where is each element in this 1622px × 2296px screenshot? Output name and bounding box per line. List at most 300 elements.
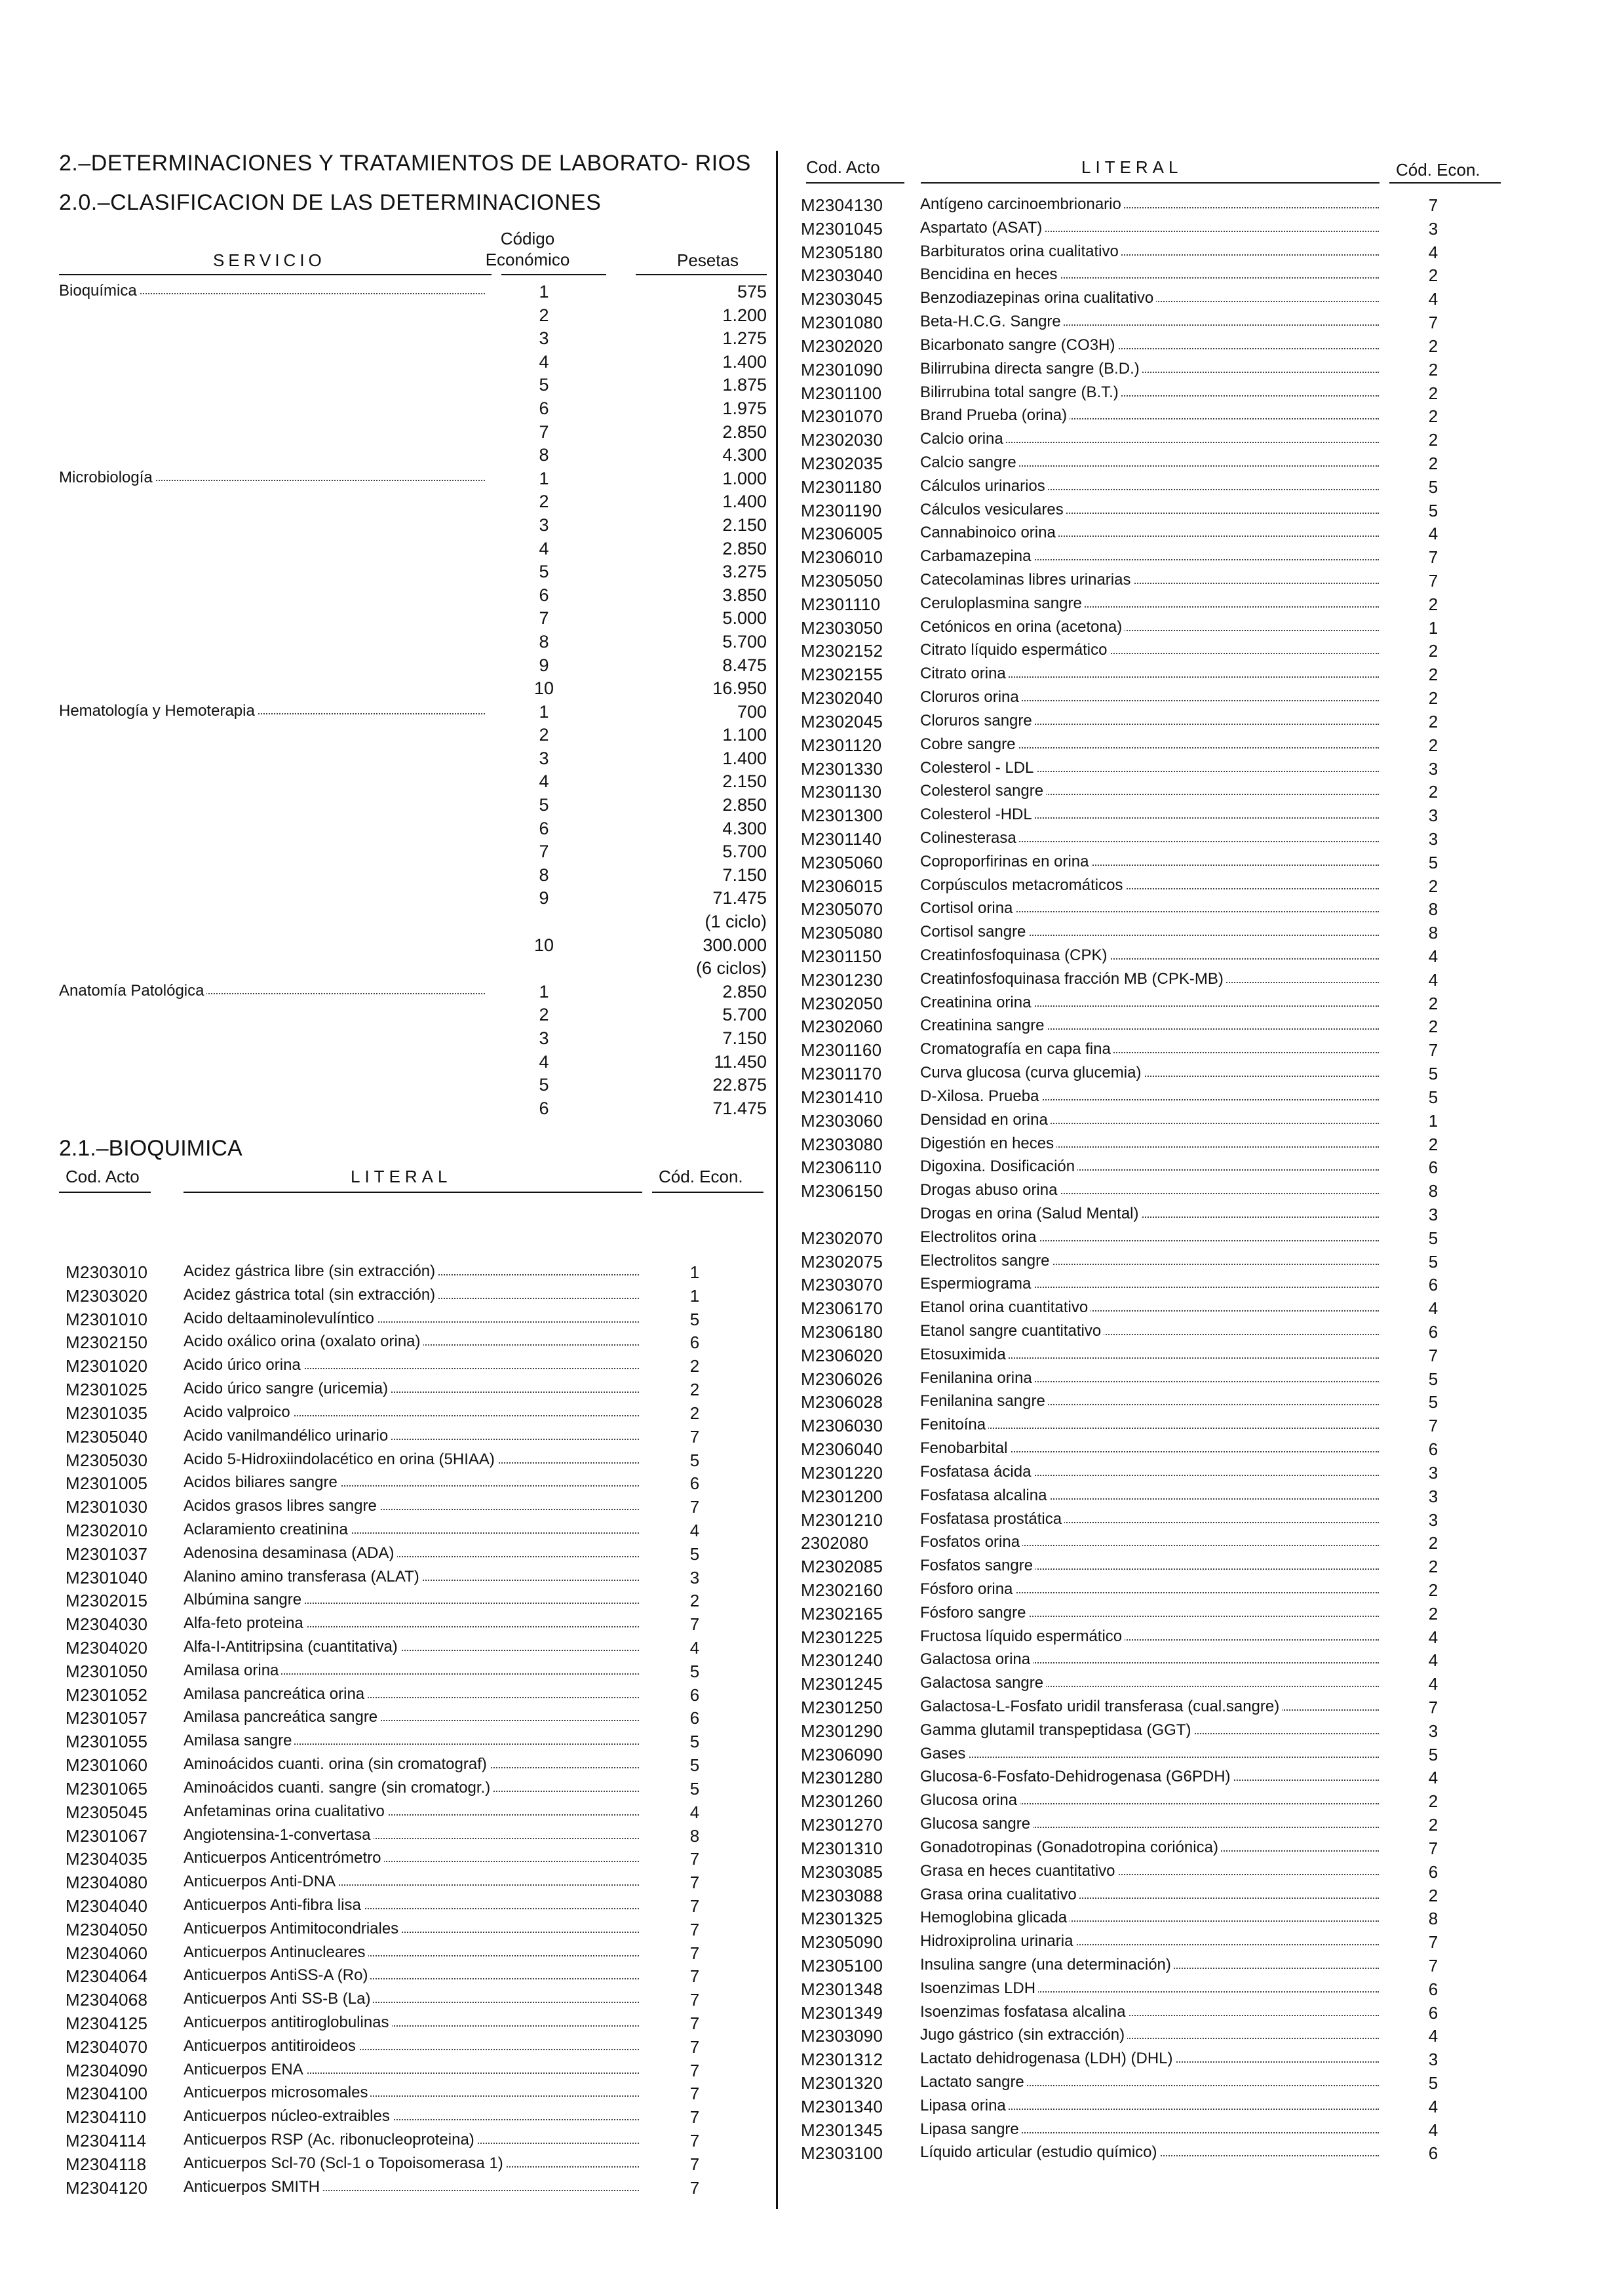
table-row [801,759,1509,783]
table-row [801,1580,1509,1604]
table-row [66,1427,721,1450]
service-row [59,538,767,562]
service-name-text: Bioquímica [59,282,140,300]
service-pesetas: 4.300 [722,818,767,838]
literal [920,1087,1379,1106]
cod-acto: M2303010 [66,1262,148,1282]
bioquimica-table-left [66,1262,721,2202]
literal-text: Anticuerpos Antinucleares [183,1943,368,1961]
cod-acto: M2306090 [801,1744,883,1764]
cod-acto: M2305050 [801,571,883,591]
literal [183,1662,639,1680]
literal-text: Hidroxiprolina urinaria [920,1932,1075,1950]
table-row [801,1017,1509,1040]
literal [920,1346,1379,1364]
cod-acto: M2304060 [66,1943,148,1963]
literal-text: Acidez gástrica total (sin extracción) [183,1286,438,1304]
header-codigo-line1: Código [500,229,555,248]
literal [920,2003,1379,2021]
literal-text: Drogas en orina (Salud Mental) [920,1205,1142,1222]
literal-text: Acido 5-Hidroxiindolacético en orina (5HIAA) [183,1450,497,1468]
cod-econ: 7 [689,2154,700,2174]
service-name-text: Anatomía Patológica [59,982,206,1000]
cod-econ: 8 [1428,1909,1439,1929]
literal [920,1205,1379,1223]
cod-acto: M2301325 [801,1909,883,1929]
service-pesetas: 2.150 [722,771,767,792]
service-pesetas: 1.400 [722,748,767,768]
table-row [801,735,1509,759]
cod-econ: 7 [689,2014,700,2033]
table-row [801,1252,1509,1275]
cod-acto: M2301045 [801,218,883,239]
cod-econ: 5 [1428,477,1439,497]
header-cod-econ: Cód. Econ. [1396,160,1480,180]
cod-acto: M2302020 [801,336,883,356]
literal-text: Anticuerpos RSP (Ac. ribonucleoproteina) [183,2131,477,2149]
cod-acto: M2305100 [801,1955,883,1975]
literal [920,1298,1379,1317]
service-row [59,445,767,469]
cod-acto: M2305060 [801,852,883,872]
literal [920,946,1379,965]
service-row [59,1098,767,1122]
service-pesetas: 5.000 [722,608,767,629]
table-row [801,571,1509,594]
header-rule [652,1192,763,1193]
table-row [801,1557,1509,1580]
cod-econ: 3 [1428,806,1439,826]
table-row [801,970,1509,994]
service-code: 5 [539,375,549,395]
table-row [801,1111,1509,1135]
literal-text: Bicarbonato sangre (CO3H) [920,336,1117,354]
service-pesetas: 700 [737,701,767,722]
cod-acto: M2301348 [801,1979,883,1999]
cod-econ: 2 [1428,1885,1439,1905]
cod-econ: 4 [1428,289,1439,309]
literal-text: Colesterol - LDL [920,759,1036,777]
cod-acto: M2303090 [801,2026,883,2046]
table-row [801,665,1509,688]
cod-econ: 6 [1428,1158,1439,1178]
table-row [801,2026,1509,2050]
cod-acto: M2305090 [801,1932,883,1953]
literal-text: Cobre sangre [920,735,1018,753]
literal [920,712,1379,730]
service-row [59,351,767,376]
literal [183,1286,639,1304]
literal-text: Corpúsculos metacromáticos [920,876,1125,894]
literal-text: Fosfatasa prostática [920,1510,1064,1528]
cod-econ: 4 [689,1520,700,1540]
table-row [801,1650,1509,1674]
cod-acto: M2304100 [66,2084,148,2104]
table-row [801,2073,1509,2097]
cod-econ: 2 [1428,265,1439,286]
literal [183,1708,639,1726]
cod-econ: 2 [1428,782,1439,802]
service-code: 9 [539,888,549,908]
literal-text: Ceruloplasmina sangre [920,594,1085,612]
literal-text: Fenilanina sangre [920,1392,1048,1410]
cod-econ: 5 [689,1450,700,1470]
cod-acto: M2303088 [801,1885,883,1905]
cod-econ: 6 [1428,1979,1439,1999]
cod-acto: M2303080 [801,1134,883,1154]
cod-econ: 4 [1428,946,1439,966]
table-row [801,1275,1509,1298]
cod-acto: M2301225 [801,1627,883,1647]
table-row [801,1205,1509,1228]
table-row [801,360,1509,383]
literal-text: Fosfatasa alcalina [920,1487,1049,1504]
literal-text: Lactato sangre [920,2073,1027,2091]
service-row [59,655,767,679]
literal-text: Drogas abuso orina [920,1181,1060,1199]
table-row [801,1346,1509,1369]
literal [183,1356,639,1374]
cod-econ: 7 [689,2036,700,2057]
cod-acto: M2304125 [66,2014,148,2033]
literal-text: Curva glucosa (curva glucemia) [920,1064,1144,1081]
table-row [801,243,1509,266]
cod-econ: 8 [1428,923,1439,943]
cod-econ: 4 [1428,524,1439,544]
cod-acto: M2301340 [801,2096,883,2116]
service-name-text: Microbiología [59,469,155,486]
literal [920,1439,1379,1458]
literal-text: Amilasa sangre [183,1732,294,1749]
cod-acto: M2305040 [66,1426,148,1447]
literal-text: Anticuerpos Anti-DNA [183,1873,338,1890]
cod-econ: 2 [1428,1134,1439,1154]
cod-econ: 7 [689,1873,700,1893]
service-code: 7 [539,608,549,629]
table-row [801,1392,1509,1416]
cod-acto: M2301220 [801,1462,883,1483]
table-row [66,2061,721,2084]
table-row [66,1450,721,1474]
service-code: 6 [539,585,549,605]
service-pesetas: 575 [737,282,767,302]
table-row [66,2084,721,2107]
service-row [59,865,767,889]
cod-acto: M2304130 [801,195,883,215]
service-pesetas: 11.450 [714,1051,767,1072]
cod-acto: M2305070 [801,899,883,920]
literal-text: Anticuerpos Anticentrómetro [183,1849,384,1867]
table-row [801,2050,1509,2073]
cod-acto: M2301070 [801,406,883,427]
service-code: 1 [539,282,549,302]
literal-text: Bilirrubina directa sangre (B.D.) [920,360,1142,378]
cod-econ: 4 [1428,1650,1439,1671]
header-rule [921,182,1380,184]
service-row [59,515,767,539]
service-code: 8 [539,631,549,652]
table-row [801,712,1509,735]
cod-econ: 7 [1428,547,1439,568]
cod-acto: M2301035 [66,1403,148,1423]
cod-acto: M2302152 [801,641,883,661]
cod-acto: M2305180 [801,242,883,262]
literal [920,923,1379,941]
literal-text: Bencidina en heces [920,265,1060,283]
literal [183,1450,639,1469]
literal [183,1568,639,1586]
literal-text: Acido oxálico orina (oxalato orina) [183,1333,423,1350]
cod-econ: 7 [1428,1955,1439,1975]
table-row [801,1745,1509,1768]
cod-econ: 6 [689,1473,700,1494]
literal-text: Acido úrico orina [183,1356,303,1374]
service-name [59,982,485,1000]
service-row [59,608,767,632]
literal-text: Lipasa orina [920,2097,1009,2114]
table-row [66,1755,721,1779]
table-row [801,594,1509,618]
literal [920,1510,1379,1528]
service-row [59,328,767,352]
literal-text: Cálculos vesiculares [920,501,1066,518]
cod-econ: 2 [1428,594,1439,614]
cod-econ: 4 [1428,1298,1439,1319]
literal-text: Anticuerpos SMITH [183,2178,322,2196]
cod-econ: 7 [689,2131,700,2151]
table-row [66,1662,721,1685]
cod-acto: M2303100 [801,2143,883,2164]
cod-acto: M2301030 [66,1497,148,1517]
literal [183,2178,639,2196]
literal [920,219,1379,237]
literal [183,1591,639,1609]
cod-acto: M2301025 [66,1380,148,1400]
literal-text: Aminoácidos cuanti. sangre (sin cromatogr.) [183,1779,493,1797]
service-row [59,398,767,422]
cod-econ: 6 [1428,1275,1439,1295]
service-row [59,468,767,492]
literal [920,782,1379,800]
literal [183,1826,639,1844]
table-row [801,219,1509,243]
literal [920,1275,1379,1293]
literal-text: Albúmina sangre [183,1591,304,1608]
table-row [66,1873,721,1896]
cod-acto: M2302155 [801,665,883,685]
literal-text: Cortisol orina [920,899,1015,917]
literal-text: Creatinina orina [920,994,1033,1011]
table-row [801,782,1509,806]
service-pesetas: 1.875 [722,375,767,395]
literal-text: Fósforo orina [920,1580,1015,1598]
service-name [59,702,485,720]
literal [920,243,1379,261]
literal-text: Fosfatos orina [920,1533,1022,1551]
leader-dots [920,1428,1379,1429]
literal [183,1473,639,1492]
literal [920,2120,1379,2139]
literal [183,1521,639,1539]
cod-econ: 2 [1428,383,1439,403]
cod-econ: 6 [689,1333,700,1353]
service-row [59,375,767,399]
literal [920,1674,1379,1692]
table-row [801,1674,1509,1698]
literal [920,383,1379,402]
cod-econ: 7 [1428,313,1439,333]
cod-acto: M2302045 [801,711,883,731]
literal-text: Anticuerpos ENA [183,2061,306,2078]
service-row [59,912,767,935]
cod-acto: M2304090 [66,2060,148,2080]
table-row [801,1627,1509,1651]
service-row [59,842,767,865]
literal [920,1135,1379,1153]
literal-text: Cetónicos en orina (acetona) [920,618,1125,636]
table-row [66,1614,721,1638]
cod-econ: 3 [689,1567,700,1587]
service-code: 3 [539,748,549,768]
literal-text: Creatinina sangre [920,1017,1047,1034]
cod-acto: M2301310 [801,1838,883,1858]
literal [183,1685,639,1703]
table-row [66,1286,721,1310]
table-row [66,2178,721,2202]
literal-text: Beta-H.C.G. Sangre [920,313,1064,330]
service-pesetas: 1.000 [722,468,767,488]
cod-econ: 5 [689,1544,700,1564]
table-row [801,1510,1509,1534]
literal-text: Colinesterasa [920,829,1019,847]
literal-text: Galactosa-L-Fosfato uridil transferasa (cual.sangre) [920,1698,1282,1715]
cod-econ: 2 [1428,1603,1439,1624]
service-row [59,305,767,329]
table-row [66,1826,721,1850]
literal-text: Etosuximida [920,1346,1009,1363]
cod-acto: M2301080 [801,313,883,333]
table-row [66,1568,721,1591]
cod-acto: M2303040 [801,265,883,286]
service-pesetas: 1.200 [722,305,767,325]
literal-text: Gonadotropinas (Gonadotropina coriónica) [920,1839,1221,1856]
literal [183,1262,639,1281]
header-cod-acto: Cod. Acto [66,1167,140,1187]
literal-text: Etanol sangre cuantitativo [920,1322,1104,1340]
table-row [801,501,1509,524]
literal [920,1979,1379,1998]
table-row [801,1886,1509,1909]
literal [920,1463,1379,1481]
header-codigo-economico [478,228,577,270]
table-row [801,1181,1509,1205]
cod-acto: M2301200 [801,1486,883,1506]
header-rule [806,182,904,184]
cod-acto: M2301020 [66,1356,148,1376]
cod-econ: 2 [1428,406,1439,427]
literal [920,1111,1379,1129]
cod-econ: 7 [689,1966,700,1987]
cod-acto: M2301300 [801,806,883,826]
cod-acto: M2306150 [801,1181,883,1201]
leader-dots [920,1757,1379,1758]
table-row [66,1473,721,1497]
cod-econ: 4 [1428,1627,1439,1647]
table-row [801,1228,1509,1252]
cod-econ: 6 [1428,2143,1439,2164]
literal-text: Adenosina desaminasa (ADA) [183,1544,397,1562]
cod-econ: 5 [1428,1369,1439,1389]
cod-econ: 2 [1428,1533,1439,1553]
service-row [59,421,767,446]
service-pesetas: (6 ciclos) [695,958,767,979]
column-divider [776,151,778,2209]
cod-econ: 5 [1428,1392,1439,1412]
literal [920,477,1379,496]
table-row [66,2131,721,2154]
literal [920,571,1379,589]
service-row [59,1005,767,1028]
cod-econ: 2 [1428,1580,1439,1600]
literal-text: Bilirrubina total sangre (B.T.) [920,383,1121,401]
literal-text: Citrato orina [920,665,1009,682]
cod-econ: 7 [1428,1932,1439,1953]
cod-acto: M2304118 [66,2154,147,2174]
cod-acto: 2302080 [801,1533,869,1553]
literal [920,665,1379,683]
header-servicio: SERVICIO [213,250,326,270]
table-row [801,618,1509,642]
literal-text: Galactosa orina [920,1650,1033,1668]
cod-acto: M2301057 [66,1708,148,1728]
cod-acto: M2301150 [801,946,882,966]
table-row [66,1920,721,1943]
service-code: 7 [539,421,549,442]
literal [920,1017,1379,1035]
literal [920,1322,1379,1340]
table-row [801,1439,1509,1463]
literal [183,1990,639,2008]
literal [183,1849,639,1867]
cod-acto: M2306170 [801,1298,883,1319]
cod-acto: M2302010 [66,1520,148,1540]
literal-text: Espermiograma [920,1275,1033,1293]
cod-acto: M2304068 [66,1990,148,2010]
service-row [59,725,767,749]
literal [920,1886,1379,1904]
service-row [59,631,767,655]
cod-econ: 5 [689,1755,700,1776]
literal [920,1650,1379,1669]
literal [920,524,1379,542]
service-pesetas: 5.700 [722,631,767,652]
header-rule [636,274,767,275]
cod-acto: M2301320 [801,2073,883,2093]
cod-econ: 7 [689,2107,700,2128]
cod-econ: 3 [1428,2050,1439,2070]
literal [920,406,1379,425]
literal [183,2084,639,2102]
cod-acto: M2301180 [801,477,882,497]
literal-text: Gamma glutamil transpeptidasa (GGT) [920,1721,1193,1739]
cod-acto: M2305030 [66,1450,148,1470]
table-row [801,1533,1509,1557]
service-code: 7 [539,842,549,862]
cod-acto: M2301065 [66,1778,148,1799]
literal [183,2037,639,2055]
table-row [66,2014,721,2037]
service-code: 4 [539,538,549,558]
